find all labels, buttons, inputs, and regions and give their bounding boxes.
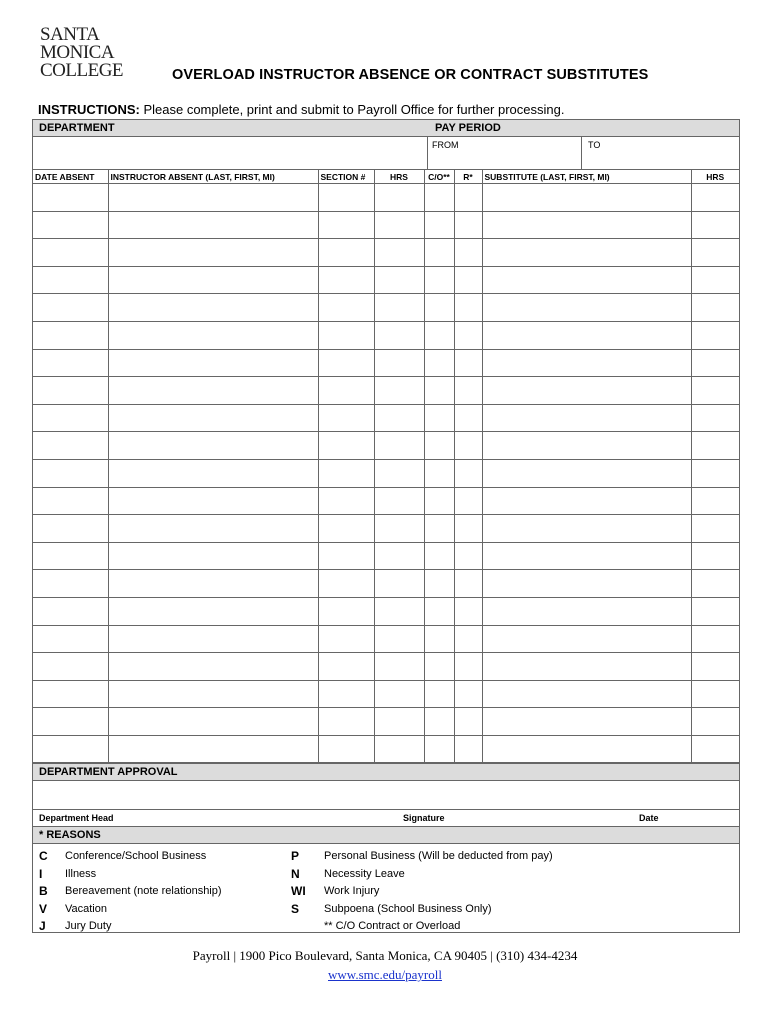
col-date-absent: DATE ABSENT xyxy=(33,170,108,184)
table-cell[interactable] xyxy=(482,487,691,515)
table-cell[interactable] xyxy=(374,239,424,267)
table-cell[interactable] xyxy=(374,184,424,212)
table-cell[interactable] xyxy=(374,294,424,322)
table-cell[interactable] xyxy=(318,321,374,349)
table-cell[interactable] xyxy=(374,597,424,625)
reason-text: Personal Business (Will be deducted from pay) xyxy=(324,850,553,863)
table-row xyxy=(33,239,739,267)
table-cell[interactable] xyxy=(424,653,454,681)
pay-period-to-field[interactable] xyxy=(582,137,739,169)
table-cell[interactable] xyxy=(424,349,454,377)
table-cell[interactable] xyxy=(691,487,739,515)
table-cell[interactable] xyxy=(691,542,739,570)
instructions xyxy=(38,102,564,117)
table-cell[interactable] xyxy=(374,653,424,681)
form-frame xyxy=(32,119,740,933)
table-cell[interactable] xyxy=(33,597,108,625)
table-cell[interactable] xyxy=(318,404,374,432)
table-cell[interactable] xyxy=(482,515,691,543)
period-row xyxy=(33,137,739,170)
table-cell[interactable] xyxy=(108,708,318,736)
table-row xyxy=(33,349,739,377)
approval-signature-field[interactable] xyxy=(33,781,739,810)
table-cell[interactable] xyxy=(454,597,482,625)
table-cell[interactable] xyxy=(482,459,691,487)
table-cell[interactable] xyxy=(318,515,374,543)
reason-code: V xyxy=(39,901,48,916)
table-cell[interactable] xyxy=(424,459,454,487)
table-cell[interactable] xyxy=(454,349,482,377)
table-cell[interactable] xyxy=(108,239,318,267)
table-cell[interactable] xyxy=(424,211,454,239)
table-cell[interactable] xyxy=(108,680,318,708)
table-cell[interactable] xyxy=(691,625,739,653)
signature-label: Signature xyxy=(403,813,445,824)
table-cell[interactable] xyxy=(108,321,318,349)
table-cell[interactable] xyxy=(108,487,318,515)
table-cell[interactable] xyxy=(691,515,739,543)
table-cell[interactable] xyxy=(482,349,691,377)
table-cell[interactable] xyxy=(374,211,424,239)
table-cell[interactable] xyxy=(691,653,739,681)
table-cell[interactable] xyxy=(424,294,454,322)
table-cell[interactable] xyxy=(691,708,739,736)
table-cell[interactable] xyxy=(454,239,482,267)
reason-text: Bereavement (note relationship) xyxy=(65,885,222,898)
reason-text: Necessity Leave xyxy=(324,867,405,880)
table-cell[interactable] xyxy=(318,377,374,405)
instructions-label: INSTRUCTIONS: xyxy=(38,102,140,117)
reason-code: S xyxy=(291,901,300,916)
table-cell[interactable] xyxy=(482,625,691,653)
table-cell[interactable] xyxy=(454,708,482,736)
col-r: R* xyxy=(454,170,482,184)
table-cell[interactable] xyxy=(482,404,691,432)
department-head-label: Department Head xyxy=(39,813,114,824)
table-cell[interactable] xyxy=(424,432,454,460)
table-cell[interactable] xyxy=(454,542,482,570)
table-cell[interactable] xyxy=(318,653,374,681)
table-cell[interactable] xyxy=(374,625,424,653)
table-cell[interactable] xyxy=(318,735,374,763)
table-cell[interactable] xyxy=(691,211,739,239)
table-cell[interactable] xyxy=(691,321,739,349)
table-cell[interactable] xyxy=(454,266,482,294)
col-substitute: SUBSTITUTE (LAST, FIRST, MI) xyxy=(482,170,691,184)
table-cell[interactable] xyxy=(454,570,482,598)
table-cell[interactable] xyxy=(454,459,482,487)
table-cell[interactable] xyxy=(424,735,454,763)
table-cell[interactable] xyxy=(454,653,482,681)
date-label: Date xyxy=(639,813,659,824)
table-row xyxy=(33,680,739,708)
reason-code: WI xyxy=(291,884,306,899)
reasons-legend xyxy=(33,844,739,932)
table-cell[interactable] xyxy=(454,680,482,708)
table-cell[interactable] xyxy=(424,266,454,294)
table-header-row xyxy=(33,170,739,184)
table-cell[interactable] xyxy=(318,597,374,625)
table-cell[interactable] xyxy=(33,432,108,460)
table-cell[interactable] xyxy=(691,597,739,625)
table-row xyxy=(33,377,739,405)
reason-text: Work Injury xyxy=(324,885,380,898)
reason-code: N xyxy=(291,866,300,881)
table-row xyxy=(33,653,739,681)
logo-line-1: SANTA xyxy=(40,24,100,45)
table-row xyxy=(33,542,739,570)
reason-code: B xyxy=(39,884,48,899)
footer xyxy=(0,948,770,983)
table-row xyxy=(33,294,739,322)
table-cell[interactable] xyxy=(33,349,108,377)
table-cell[interactable] xyxy=(424,680,454,708)
table-cell[interactable] xyxy=(318,570,374,598)
table-cell[interactable] xyxy=(33,570,108,598)
reason-text: Vacation xyxy=(65,902,107,915)
col-hrs: HRS xyxy=(374,170,424,184)
reason-text: Subpoena (School Business Only) xyxy=(324,902,492,915)
table-cell[interactable] xyxy=(33,708,108,736)
table-cell[interactable] xyxy=(33,294,108,322)
table-row xyxy=(33,211,739,239)
table-cell[interactable] xyxy=(33,211,108,239)
table-cell[interactable] xyxy=(374,349,424,377)
table-cell[interactable] xyxy=(108,515,318,543)
table-cell[interactable] xyxy=(33,239,108,267)
table-cell[interactable] xyxy=(691,349,739,377)
table-cell[interactable] xyxy=(691,680,739,708)
table-cell[interactable] xyxy=(482,184,691,212)
table-cell[interactable] xyxy=(691,239,739,267)
table-cell[interactable] xyxy=(454,404,482,432)
table-cell[interactable] xyxy=(318,708,374,736)
table-cell[interactable] xyxy=(691,377,739,405)
reason-code: C xyxy=(39,849,48,864)
table-cell[interactable] xyxy=(33,542,108,570)
department-label: DEPARTMENT xyxy=(39,122,115,134)
table-cell[interactable] xyxy=(33,266,108,294)
col-co: C/O** xyxy=(424,170,454,184)
table-cell[interactable] xyxy=(108,625,318,653)
table-cell[interactable] xyxy=(108,653,318,681)
reasons-header: * REASONS xyxy=(33,827,739,844)
table-cell[interactable] xyxy=(482,680,691,708)
table-cell[interactable] xyxy=(318,266,374,294)
table-cell[interactable] xyxy=(691,184,739,212)
table-cell[interactable] xyxy=(454,487,482,515)
table-row xyxy=(33,708,739,736)
table-cell[interactable] xyxy=(691,404,739,432)
table-cell[interactable] xyxy=(482,653,691,681)
absence-table xyxy=(33,170,739,763)
table-cell[interactable] xyxy=(482,377,691,405)
table-cell[interactable] xyxy=(33,487,108,515)
table-cell[interactable] xyxy=(454,735,482,763)
table-cell[interactable] xyxy=(691,266,739,294)
table-cell[interactable] xyxy=(482,211,691,239)
table-cell[interactable] xyxy=(33,625,108,653)
table-cell[interactable] xyxy=(424,625,454,653)
table-cell[interactable] xyxy=(424,404,454,432)
table-cell[interactable] xyxy=(424,515,454,543)
table-cell[interactable] xyxy=(33,735,108,763)
table-cell[interactable] xyxy=(374,459,424,487)
table-cell[interactable] xyxy=(691,294,739,322)
table-cell[interactable] xyxy=(424,542,454,570)
college-logo xyxy=(40,24,124,81)
table-cell[interactable] xyxy=(454,294,482,322)
table-cell[interactable] xyxy=(374,708,424,736)
table-cell[interactable] xyxy=(482,542,691,570)
table-cell[interactable] xyxy=(424,184,454,212)
table-cell[interactable] xyxy=(108,404,318,432)
table-cell[interactable] xyxy=(374,542,424,570)
to-label: TO xyxy=(588,140,601,150)
table-cell[interactable] xyxy=(318,542,374,570)
table-cell[interactable] xyxy=(108,211,318,239)
table-cell[interactable] xyxy=(482,432,691,460)
table-row xyxy=(33,625,739,653)
table-row xyxy=(33,321,739,349)
table-cell[interactable] xyxy=(374,266,424,294)
table-row xyxy=(33,266,739,294)
table-cell[interactable] xyxy=(374,680,424,708)
table-cell[interactable] xyxy=(482,735,691,763)
table-cell[interactable] xyxy=(108,459,318,487)
table-cell[interactable] xyxy=(482,321,691,349)
table-cell[interactable] xyxy=(691,735,739,763)
table-row xyxy=(33,459,739,487)
table-cell[interactable] xyxy=(482,294,691,322)
table-cell[interactable] xyxy=(108,597,318,625)
reason-text: ** C/O Contract or Overload xyxy=(324,920,461,933)
table-cell[interactable] xyxy=(374,432,424,460)
table-cell[interactable] xyxy=(108,570,318,598)
table-cell[interactable] xyxy=(318,184,374,212)
table-cell[interactable] xyxy=(33,184,108,212)
table-cell[interactable] xyxy=(318,349,374,377)
table-row xyxy=(33,597,739,625)
reason-code: J xyxy=(39,919,46,934)
table-cell[interactable] xyxy=(33,377,108,405)
table-cell[interactable] xyxy=(454,211,482,239)
table-cell[interactable] xyxy=(108,432,318,460)
table-cell[interactable] xyxy=(33,680,108,708)
table-row xyxy=(33,184,739,212)
table-row xyxy=(33,487,739,515)
table-cell[interactable] xyxy=(374,377,424,405)
table-cell[interactable] xyxy=(108,542,318,570)
table-cell[interactable] xyxy=(482,708,691,736)
table-cell[interactable] xyxy=(108,294,318,322)
table-cell[interactable] xyxy=(424,570,454,598)
table-row xyxy=(33,735,739,763)
table-cell[interactable] xyxy=(318,625,374,653)
table-row xyxy=(33,432,739,460)
table-cell[interactable] xyxy=(318,487,374,515)
table-cell[interactable] xyxy=(318,432,374,460)
department-field[interactable] xyxy=(33,137,427,169)
table-cell[interactable] xyxy=(108,184,318,212)
logo-line-3: COLLEGE xyxy=(40,60,124,81)
table-row xyxy=(33,404,739,432)
table-cell[interactable] xyxy=(482,266,691,294)
table-cell[interactable] xyxy=(374,570,424,598)
table-cell[interactable] xyxy=(318,459,374,487)
table-cell[interactable] xyxy=(454,321,482,349)
table-cell[interactable] xyxy=(108,735,318,763)
department-approval-header: DEPARTMENT APPROVAL xyxy=(33,763,739,781)
table-cell[interactable] xyxy=(454,184,482,212)
table-cell[interactable] xyxy=(33,459,108,487)
table-row xyxy=(33,515,739,543)
pay-period-label: PAY PERIOD xyxy=(435,122,501,134)
table-cell[interactable] xyxy=(374,321,424,349)
table-cell[interactable] xyxy=(374,487,424,515)
col-sub-hrs: HRS xyxy=(691,170,739,184)
col-instructor-absent: INSTRUCTOR ABSENT (LAST, FIRST, MI) xyxy=(108,170,318,184)
reason-text: Illness xyxy=(65,867,97,880)
reason-code: I xyxy=(39,866,43,881)
table-cell[interactable] xyxy=(454,515,482,543)
reason-code: P xyxy=(291,849,300,864)
table-row xyxy=(33,570,739,598)
table-cell[interactable] xyxy=(424,487,454,515)
from-label: FROM xyxy=(432,140,459,150)
table-cell[interactable] xyxy=(424,597,454,625)
pay-period-from-field[interactable] xyxy=(427,137,582,169)
table-cell[interactable] xyxy=(318,294,374,322)
signature-labels-row xyxy=(33,810,739,827)
table-cell[interactable] xyxy=(318,680,374,708)
table-cell[interactable] xyxy=(482,239,691,267)
table-cell[interactable] xyxy=(108,349,318,377)
table-cell[interactable] xyxy=(424,239,454,267)
header-row xyxy=(33,120,739,137)
table-cell[interactable] xyxy=(33,653,108,681)
col-section: SECTION # xyxy=(318,170,374,184)
table-cell[interactable] xyxy=(454,432,482,460)
table-cell[interactable] xyxy=(691,432,739,460)
reason-text: Conference/School Business xyxy=(65,850,207,863)
table-cell[interactable] xyxy=(691,570,739,598)
footer-url-link[interactable]: www.smc.edu/payroll xyxy=(328,967,442,982)
table-cell[interactable] xyxy=(318,239,374,267)
table-cell[interactable] xyxy=(374,515,424,543)
table-cell[interactable] xyxy=(482,597,691,625)
table-cell[interactable] xyxy=(691,459,739,487)
table-cell[interactable] xyxy=(33,321,108,349)
table-cell[interactable] xyxy=(454,377,482,405)
table-cell[interactable] xyxy=(108,266,318,294)
table-cell[interactable] xyxy=(318,211,374,239)
table-cell[interactable] xyxy=(33,515,108,543)
table-cell[interactable] xyxy=(424,321,454,349)
table-cell[interactable] xyxy=(424,377,454,405)
table-cell[interactable] xyxy=(424,708,454,736)
table-cell[interactable] xyxy=(108,377,318,405)
table-cell[interactable] xyxy=(374,404,424,432)
form-title: OVERLOAD INSTRUCTOR ABSENCE OR CONTRACT SUBSTITUTES xyxy=(172,67,649,83)
instructions-text: Please complete, print and submit to Payroll Office for further processing. xyxy=(139,102,565,117)
reason-text: Jury Duty xyxy=(65,920,112,933)
table-cell[interactable] xyxy=(454,625,482,653)
logo-line-2: MONICA xyxy=(40,42,115,63)
table-cell[interactable] xyxy=(33,404,108,432)
footer-address: Payroll | 1900 Pico Boulevard, Santa Monica, CA 90405 | (310) 434-4234 xyxy=(192,948,578,963)
table-cell[interactable] xyxy=(374,735,424,763)
table-cell[interactable] xyxy=(482,570,691,598)
